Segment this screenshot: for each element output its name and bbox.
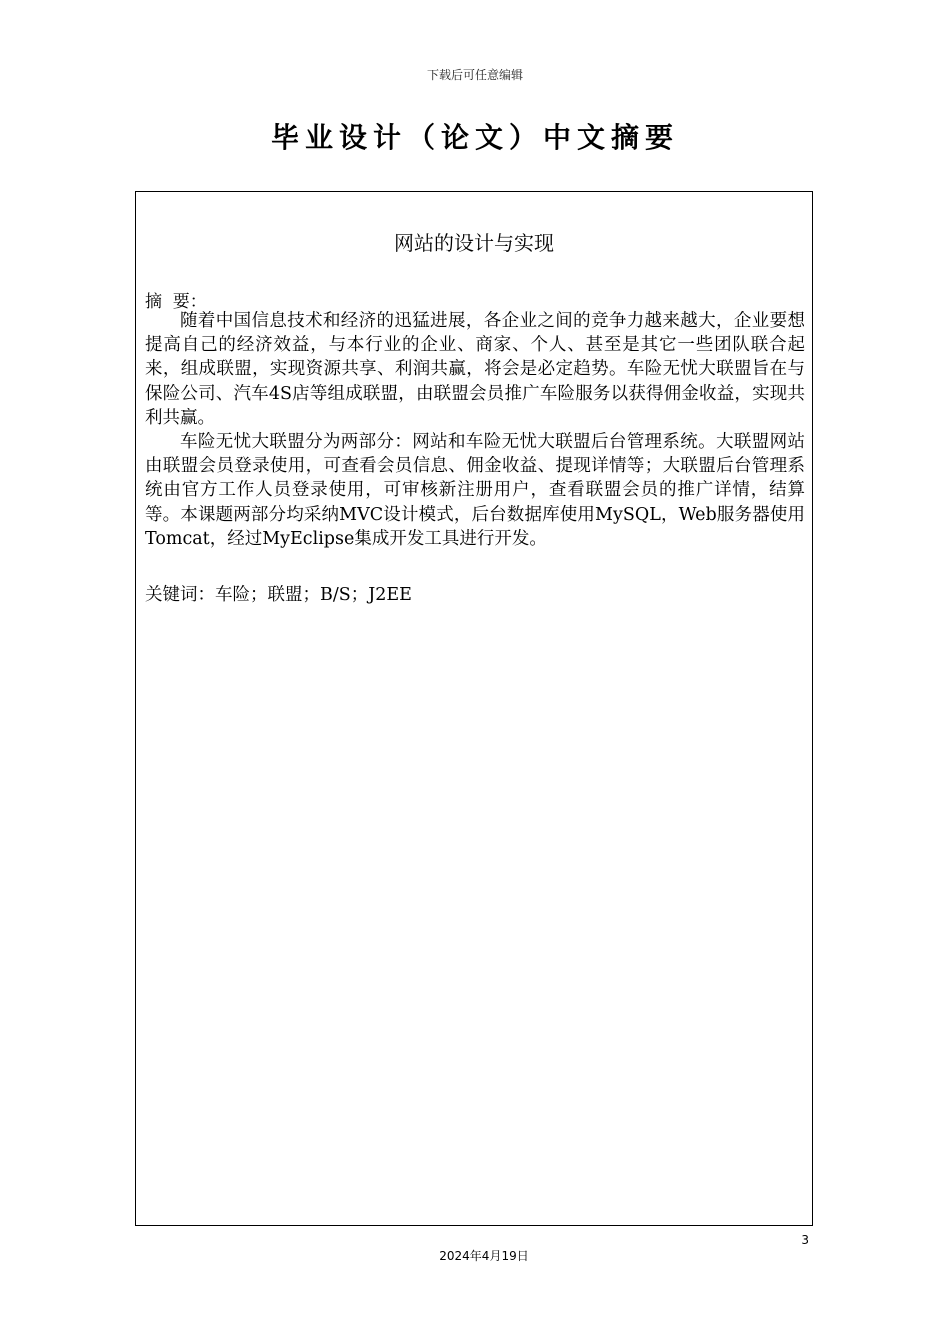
keywords-label: 关键词： bbox=[145, 585, 215, 605]
header-note: 下载后可任意编辑 bbox=[426, 68, 523, 82]
abstract-frame bbox=[135, 191, 813, 1226]
thesis-title: 网站的设计与实现 bbox=[394, 231, 554, 255]
abstract-body bbox=[145, 309, 805, 551]
abstract-label: 摘 要： bbox=[145, 292, 207, 312]
page-number: 3 bbox=[801, 1233, 809, 1247]
keywords-value: 车险；联盟；B/S；J2EE bbox=[215, 585, 412, 605]
footer-date: 2024年4月19日 bbox=[439, 1249, 529, 1263]
abstract-paragraph: 车险无忧大联盟分为两部分：网站和车险无忧大联盟后台管理系统。大联盟网站由联盟会员登录使用，可查看会员信息、佣金收益、提现详情等；大联盟后台管理系统由官方工作人员登录使用，可审核新注册用户，查看联盟会员的推广详情，结算等。本课题两部分均采纳MVC设计模式，后台数据库使用MySQL，Web服务器使用Tomcat，经过MyEclipse集成开发工具进行开发。 bbox=[145, 432, 805, 549]
abstract-paragraph: 随着中国信息技术和经济的迅猛进展，各企业之间的竞争力越来越大，企业要想提高自己的经济效益，与本行业的企业、商家、个人、甚至是其它一些团队联合起来，组成联盟，实现资源共享、利润共赢，将会是必定趋势。车险无忧大联盟旨在与保险公司、汽车4S店等组成联盟，由联盟会员推广车险服务以获得佣金收益，实现共利共赢。 bbox=[145, 311, 805, 428]
keywords-line bbox=[145, 581, 412, 606]
page-title: 毕业设计（论文）中文摘要 bbox=[270, 121, 679, 154]
